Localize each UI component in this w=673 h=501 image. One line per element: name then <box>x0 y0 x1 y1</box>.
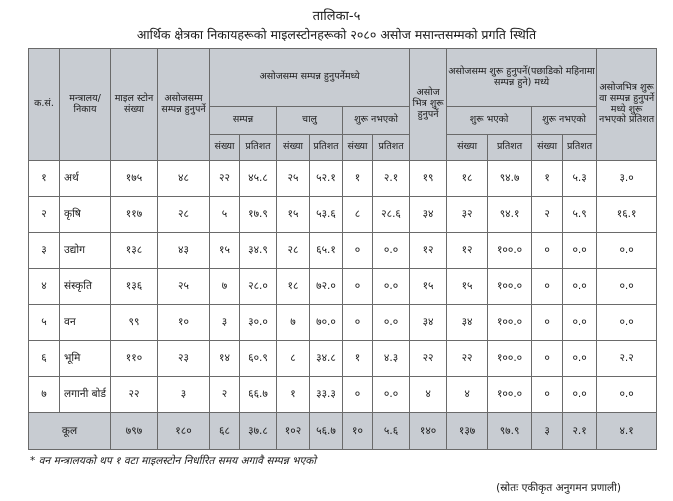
table-cell: ८ <box>277 341 310 377</box>
ministry-cell: कृषि <box>60 197 111 233</box>
table-cell: ०.० <box>563 341 597 377</box>
table-cell: ११० <box>111 341 158 377</box>
ministry-cell: भूमि <box>60 341 111 377</box>
header-count: संख्या <box>343 135 373 161</box>
header-ministry: मन्त्रालय/ निकाय <box>60 49 111 161</box>
table-cell: ३४ <box>410 197 447 233</box>
table-cell: ५३.६ <box>310 197 343 233</box>
table-cell: ० <box>343 233 373 269</box>
table-title: आर्थिक क्षेत्रका निकायहरूको माइलस्टोनहरूको २०८० असोज मसान्तसम्मको प्रगति स्थिति <box>136 27 537 42</box>
table-body <box>29 161 657 413</box>
total-cell: १० <box>343 413 373 450</box>
header-percent: प्रतिशत <box>563 135 597 161</box>
table-cell: १७.९ <box>240 197 277 233</box>
table-cell: १००.० <box>488 305 532 341</box>
table-cell: १० <box>158 305 210 341</box>
table-cell: ३ <box>158 377 210 413</box>
table-cell: ० <box>343 305 373 341</box>
table-cell: ० <box>532 377 563 413</box>
table-cell: १ <box>277 377 310 413</box>
table-cell: ६०.९ <box>240 341 277 377</box>
header-percent: प्रतिशत <box>310 135 343 161</box>
table-cell: २८ <box>158 197 210 233</box>
table-cell: २.२ <box>597 341 657 377</box>
total-cell: १३७ <box>447 413 488 450</box>
table-row <box>29 161 657 197</box>
table-cell: २८ <box>277 233 310 269</box>
table-row <box>29 197 657 233</box>
header-group-due: असोजसम्म सम्पन्न हुनुपर्नेमध्ये <box>210 49 410 107</box>
total-cell: ६८ <box>210 413 240 450</box>
table-cell: ०.० <box>597 305 657 341</box>
table-cell: १५ <box>210 233 240 269</box>
table-cell: ३४ <box>410 305 447 341</box>
header-completion-pct: असोजभित्र शुरू वा सम्पन्न हुनुपर्ने मध्ये शुरू नभएको प्रतिशत <box>597 49 657 161</box>
total-cell: १८० <box>158 413 210 450</box>
table-cell: ७ <box>210 269 240 305</box>
header-count: संख्या <box>277 135 310 161</box>
table-cell: १३६ <box>111 269 158 305</box>
table-cell: ३ <box>210 305 240 341</box>
header-not-started: शुरू नभएको <box>343 107 410 135</box>
table-cell: १९ <box>410 161 447 197</box>
table-cell: ०.० <box>597 377 657 413</box>
table-cell: ० <box>343 377 373 413</box>
footnote: * वन मन्त्रालयको थप १ वटा माइलस्टोन निर्धारित समय अगावै सम्पन्न भएको <box>30 455 317 467</box>
header-milestone-count: माइल स्टोन संख्या <box>111 49 158 161</box>
header-completed: सम्पन्न <box>210 107 277 135</box>
table-cell: ३०.० <box>240 305 277 341</box>
table-cell: ३.० <box>597 161 657 197</box>
progress-table <box>28 48 657 450</box>
header-started: शुरू भएको <box>447 107 532 135</box>
table-cell: १५ <box>447 269 488 305</box>
total-cell: ३७.८ <box>240 413 277 450</box>
table-cell: १३८ <box>111 233 158 269</box>
table-cell: ०.० <box>597 269 657 305</box>
header-not-started-2: शुरू नभएको <box>532 107 597 135</box>
table-cell: २ <box>29 197 60 233</box>
table-cell: २ <box>532 197 563 233</box>
table-cell: ०.० <box>597 233 657 269</box>
table-cell: २२ <box>447 341 488 377</box>
table-cell: २२ <box>111 377 158 413</box>
header-sn: क.सं. <box>29 49 60 161</box>
table-cell: ०.० <box>563 305 597 341</box>
table-cell: ० <box>532 341 563 377</box>
total-cell: ३ <box>532 413 563 450</box>
table-cell: ७०.० <box>310 305 343 341</box>
header-percent: प्रतिशत <box>240 135 277 161</box>
table-cell: २ <box>210 377 240 413</box>
table-cell: २८.० <box>240 269 277 305</box>
ministry-cell: लगानी बोर्ड <box>60 377 111 413</box>
table-cell: २३ <box>158 341 210 377</box>
table-row <box>29 377 657 413</box>
table-cell: ० <box>532 305 563 341</box>
table-cell: ३३.३ <box>310 377 343 413</box>
table-cell: ०.० <box>563 377 597 413</box>
table-cell: ४ <box>29 269 60 305</box>
table-row <box>29 233 657 269</box>
header-group-start: असोजसम्म शुरू हुनुपर्ने(पछाडिको महिनामा सम्पन्न हुने) मध्ये <box>447 49 597 107</box>
table-cell: ५ <box>210 197 240 233</box>
table-cell: ५.९ <box>563 197 597 233</box>
table-cell: ०.० <box>373 377 410 413</box>
table-cell: ६ <box>29 341 60 377</box>
table-cell: १२ <box>410 233 447 269</box>
table-cell: १५ <box>277 197 310 233</box>
table-cell: १४ <box>210 341 240 377</box>
table-cell: ३४.९ <box>240 233 277 269</box>
header-asoj-started: असोज भित्र शुरू हुनुपर्ने <box>410 49 447 161</box>
ministry-cell: अर्थ <box>60 161 111 197</box>
ministry-cell: वन <box>60 305 111 341</box>
header-due-by-asoj: असोजसम्म सम्पन्न हुनुपर्ने <box>158 49 210 161</box>
table-cell: ० <box>532 269 563 305</box>
total-cell: ४.१ <box>597 413 657 450</box>
header-percent: प्रतिशत <box>373 135 410 161</box>
header-count: संख्या <box>210 135 240 161</box>
total-cell: ७९७ <box>111 413 158 450</box>
table-row <box>29 341 657 377</box>
table-cell: १००.० <box>488 341 532 377</box>
table-cell: १७५ <box>111 161 158 197</box>
table-cell: ० <box>343 269 373 305</box>
table-cell: ३२ <box>447 197 488 233</box>
table-cell: ४३ <box>158 233 210 269</box>
table-cell: १ <box>532 161 563 197</box>
table-caption: तालिका-५ <box>312 9 361 24</box>
table-cell: ५.३ <box>563 161 597 197</box>
table-cell: १ <box>343 341 373 377</box>
table-cell: ६६.७ <box>240 377 277 413</box>
table-cell: ४५.८ <box>240 161 277 197</box>
total-cell: १४० <box>410 413 447 450</box>
header-percent: प्रतिशत <box>488 135 532 161</box>
table-cell: ११७ <box>111 197 158 233</box>
progress-table-wrapper <box>28 48 656 450</box>
table-cell: ३४.८ <box>310 341 343 377</box>
table-cell: ८ <box>343 197 373 233</box>
source-note: (स्रोतः एकीकृत अनुगमन प्रणाली) <box>496 482 621 494</box>
table-cell: १८ <box>447 161 488 197</box>
total-cell: ९७.९ <box>488 413 532 450</box>
table-cell: २५ <box>158 269 210 305</box>
table-cell: ४.३ <box>373 341 410 377</box>
table-cell: ९४.७ <box>488 161 532 197</box>
total-cell: ५.६ <box>373 413 410 450</box>
table-cell: ९९ <box>111 305 158 341</box>
total-cell: २.१ <box>563 413 597 450</box>
table-cell: १००.० <box>488 377 532 413</box>
table-cell: १ <box>343 161 373 197</box>
table-cell: २२ <box>210 161 240 197</box>
table-cell: ० <box>532 233 563 269</box>
table-cell: १२ <box>447 233 488 269</box>
table-cell: ४ <box>447 377 488 413</box>
table-cell: ०.० <box>373 233 410 269</box>
table-cell: ०.० <box>373 269 410 305</box>
table-cell: ७ <box>277 305 310 341</box>
total-row <box>29 413 657 450</box>
table-cell: २२ <box>410 341 447 377</box>
total-cell: १०२ <box>277 413 310 450</box>
table-cell: ७२.० <box>310 269 343 305</box>
header-count: संख्या <box>447 135 488 161</box>
table-cell: ०.० <box>563 233 597 269</box>
table-cell: ०.० <box>563 269 597 305</box>
table-cell: ९४.१ <box>488 197 532 233</box>
table-cell: ५ <box>29 305 60 341</box>
table-cell: ७ <box>29 377 60 413</box>
table-cell: ४ <box>410 377 447 413</box>
table-cell: १८ <box>277 269 310 305</box>
table-cell: १५ <box>410 269 447 305</box>
table-cell: २८.६ <box>373 197 410 233</box>
table-row <box>29 305 657 341</box>
ministry-cell: उद्योग <box>60 233 111 269</box>
table-row <box>29 269 657 305</box>
ministry-cell: संस्कृति <box>60 269 111 305</box>
table-cell: ३ <box>29 233 60 269</box>
table-cell: १००.० <box>488 269 532 305</box>
table-cell: ३४ <box>447 305 488 341</box>
total-cell: ५६.७ <box>310 413 343 450</box>
header-ongoing: चालु <box>277 107 343 135</box>
total-label: कूल <box>29 413 111 450</box>
table-cell: २५ <box>277 161 310 197</box>
table-cell: १६.१ <box>597 197 657 233</box>
table-cell: ०.० <box>373 305 410 341</box>
table-cell: १००.० <box>488 233 532 269</box>
table-cell: २.१ <box>373 161 410 197</box>
table-cell: ५२.१ <box>310 161 343 197</box>
table-cell: ४८ <box>158 161 210 197</box>
table-cell: ६५.१ <box>310 233 343 269</box>
header-count: संख्या <box>532 135 563 161</box>
table-cell: १ <box>29 161 60 197</box>
